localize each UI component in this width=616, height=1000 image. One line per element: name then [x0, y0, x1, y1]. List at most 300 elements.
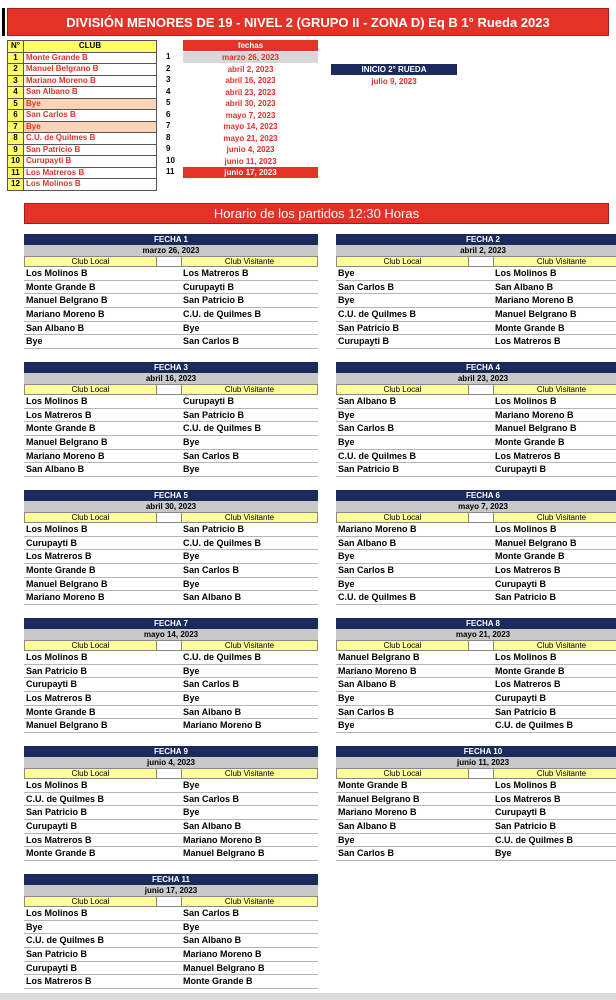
- local-team: C.U. de Quilmes B: [338, 592, 417, 603]
- match-row: [24, 281, 318, 295]
- local-team: Manuel Belgrano B: [338, 793, 420, 804]
- local-team: San Patricio B: [338, 464, 400, 475]
- match-row: [24, 793, 318, 807]
- visiting-team: Bye: [183, 551, 200, 562]
- match-row: [24, 779, 318, 793]
- fecha-block-date: abril 23, 2023: [336, 373, 616, 384]
- local-team: Monte Grande B: [26, 706, 96, 717]
- local-team: Mariano Moreno B: [26, 592, 105, 603]
- fecha-block-title: FECHA 8: [336, 618, 616, 629]
- fecha-block: [24, 874, 318, 989]
- fecha-block-date: mayo 14, 2023: [24, 629, 318, 640]
- match-row: [24, 706, 318, 720]
- club-visitante-header: Club Visitante: [493, 512, 616, 523]
- match-row: [336, 806, 616, 820]
- match-row: [24, 436, 318, 450]
- local-team: San Carlos B: [338, 281, 395, 292]
- fecha-block: [24, 618, 318, 733]
- fecha-block-date: abril 16, 2023: [24, 373, 318, 384]
- local-team: Monte Grande B: [26, 565, 96, 576]
- visiting-team: Monte Grande B: [495, 665, 565, 676]
- match-row: [24, 847, 318, 861]
- visiting-team: Mariano Moreno B: [495, 409, 574, 420]
- match-row: [24, 463, 318, 477]
- club-visitante-header: Club Visitante: [181, 384, 318, 395]
- fecha-block-date: marzo 26, 2023: [24, 245, 318, 256]
- visiting-team: C.U. de Quilmes B: [183, 423, 262, 434]
- local-team: Los Matreros B: [26, 551, 92, 562]
- match-row: [336, 847, 616, 861]
- club-name: C.U. de Quilmes B: [24, 133, 157, 145]
- club-row: [8, 64, 157, 76]
- local-team: C.U. de Quilmes B: [338, 450, 417, 461]
- local-team: Los Molinos B: [26, 524, 88, 534]
- visiting-team: Bye: [183, 665, 200, 676]
- visiting-team: Monte Grande B: [495, 437, 565, 448]
- visiting-team: Bye: [183, 322, 200, 333]
- local-team: Curupayti B: [338, 336, 390, 347]
- club-row: [8, 52, 157, 64]
- fecha-number: 2: [166, 63, 171, 73]
- club-number: 4: [8, 87, 24, 99]
- visiting-team: San Patricio B: [183, 409, 245, 420]
- club-row: [8, 110, 157, 122]
- inicio-segunda-rueda-date: julio 9, 2023: [371, 77, 417, 86]
- fecha-block: [336, 618, 616, 733]
- fecha-number: 3: [166, 75, 171, 84]
- club-local-header: Club Local: [336, 640, 469, 651]
- match-row: [24, 294, 318, 308]
- club-local-header: Club Local: [24, 640, 157, 651]
- match-row: [24, 523, 318, 537]
- visiting-team: San Patricio B: [495, 592, 557, 603]
- match-row: [336, 267, 616, 281]
- fecha-date: junio 11, 2023: [224, 156, 277, 166]
- local-team: Monte Grande B: [26, 848, 96, 859]
- clubs-table: [7, 40, 157, 191]
- visiting-team: Bye: [183, 780, 200, 790]
- fecha-block-date: mayo 21, 2023: [336, 629, 616, 640]
- club-local-header: Club Local: [336, 256, 469, 267]
- fecha-date: mayo 21, 2023: [223, 133, 278, 143]
- club-visitante-header: Club Visitante: [181, 768, 318, 779]
- fecha-block-title: FECHA 9: [24, 746, 318, 757]
- fecha-block-title: FECHA 2: [336, 234, 616, 245]
- local-team: Los Molinos B: [26, 268, 88, 278]
- fechas-header: fechas: [183, 40, 318, 51]
- match-row: [336, 450, 616, 464]
- fecha-date: junio 17, 2023: [183, 167, 318, 178]
- fecha-block-title: FECHA 6: [336, 490, 616, 501]
- match-row: [24, 450, 318, 464]
- local-team: Bye: [338, 437, 355, 448]
- local-team: Bye: [338, 720, 355, 731]
- header-spacer: [157, 512, 181, 523]
- club-name: Los Molinos B: [24, 179, 157, 191]
- local-team: Manuel Belgrano B: [26, 437, 108, 448]
- local-team: San Carlos B: [338, 423, 395, 434]
- fecha-block-header: [336, 640, 616, 651]
- visiting-team: Monte Grande B: [495, 551, 565, 562]
- visiting-team: Bye: [495, 848, 512, 859]
- local-team: C.U. de Quilmes B: [26, 935, 105, 946]
- local-team: Bye: [26, 921, 43, 932]
- match-row: [336, 436, 616, 450]
- fecha-block: [336, 746, 616, 861]
- fecha-block-date: junio 4, 2023: [24, 757, 318, 768]
- club-local-header: Club Local: [336, 512, 469, 523]
- match-row: [336, 564, 616, 578]
- match-row: [24, 651, 318, 665]
- match-row: [336, 578, 616, 592]
- local-team: Manuel Belgrano B: [338, 652, 420, 662]
- fecha-number: 6: [166, 109, 171, 119]
- visiting-team: San Patricio B: [495, 821, 557, 832]
- club-name: Bye: [24, 121, 157, 133]
- club-number: 7: [8, 121, 24, 133]
- visiting-team: Mariano Moreno B: [183, 720, 262, 731]
- visiting-team: Los Molinos B: [495, 780, 557, 790]
- fecha-block-date: junio 11, 2023: [336, 757, 616, 768]
- fecha-block: [24, 234, 318, 349]
- visiting-team: San Carlos B: [183, 908, 240, 918]
- visiting-team: Mariano Moreno B: [495, 295, 574, 306]
- visiting-team: San Albano B: [495, 281, 554, 292]
- local-team: Mariano Moreno B: [26, 309, 105, 320]
- visiting-team: San Albano B: [183, 706, 242, 717]
- match-row: [24, 665, 318, 679]
- club-local-header: Club Local: [24, 384, 157, 395]
- match-row: [336, 322, 616, 336]
- visiting-team: Los Matreros B: [183, 268, 249, 278]
- match-row: [336, 395, 616, 409]
- local-team: Los Molinos B: [26, 652, 88, 662]
- local-team: Bye: [338, 409, 355, 420]
- page-title: DIVISIÓN MENORES DE 19 - NIVEL 2 (GRUPO II - ZONA D) Eq B 1° Rueda 2023: [7, 8, 609, 36]
- local-team: Los Molinos B: [26, 780, 88, 790]
- club-name: San Albano B: [24, 87, 157, 99]
- visiting-team: C.U. de Quilmes B: [183, 652, 262, 662]
- match-row: [24, 578, 318, 592]
- match-row: [336, 591, 616, 605]
- fecha-block-header: [336, 384, 616, 395]
- club-row: [8, 179, 157, 191]
- fecha-block: [336, 490, 616, 605]
- club-visitante-header: Club Visitante: [493, 640, 616, 651]
- club-name: Manuel Belgrano B: [24, 64, 157, 76]
- local-team: San Patricio B: [26, 949, 88, 960]
- club-name: Los Matreros B: [24, 167, 157, 179]
- fecha-number: 5: [166, 98, 171, 107]
- clubs-number-header: N°: [8, 41, 24, 53]
- local-team: Mariano Moreno B: [26, 450, 105, 461]
- local-team: C.U. de Quilmes B: [26, 793, 105, 804]
- fecha-block: [24, 362, 318, 477]
- local-team: Curupayti B: [26, 679, 78, 690]
- club-row: [8, 156, 157, 168]
- fecha-date: abril 30, 2023: [225, 99, 276, 108]
- match-row: [336, 550, 616, 564]
- match-row: [24, 422, 318, 436]
- horario-banner: Horario de los partidos 12:30 Horas: [24, 203, 609, 224]
- visiting-team: San Albano B: [183, 821, 242, 832]
- fecha-block-header: [24, 384, 318, 395]
- local-team: Bye: [26, 336, 43, 347]
- visiting-team: San Carlos B: [183, 793, 240, 804]
- visiting-team: Los Matreros B: [495, 336, 561, 347]
- club-visitante-header: Club Visitante: [493, 768, 616, 779]
- local-team: San Carlos B: [338, 848, 395, 859]
- club-row: [8, 133, 157, 145]
- fecha-number: 11: [166, 167, 175, 176]
- local-team: San Albano B: [26, 322, 85, 333]
- local-team: Los Matreros B: [26, 693, 92, 704]
- fecha-block-title: FECHA 3: [24, 362, 318, 373]
- local-team: Los Matreros B: [26, 834, 92, 845]
- club-name: Monte Grande B: [24, 52, 157, 64]
- club-row: [8, 167, 157, 179]
- visiting-team: Bye: [183, 578, 200, 589]
- local-team: San Albano B: [338, 679, 397, 690]
- visiting-team: San Carlos B: [183, 565, 240, 576]
- club-visitante-header: Club Visitante: [493, 256, 616, 267]
- visiting-team: Curupayti B: [495, 578, 547, 589]
- visiting-team: Manuel Belgrano B: [183, 962, 265, 973]
- local-team: Mariano Moreno B: [338, 807, 417, 818]
- match-row: [24, 591, 318, 605]
- local-team: Los Matreros B: [26, 409, 92, 420]
- visiting-team: Bye: [183, 693, 200, 704]
- local-team: Los Matreros B: [26, 976, 92, 987]
- local-team: Bye: [338, 578, 355, 589]
- visiting-team: Curupayti B: [495, 807, 547, 818]
- fecha-date: mayo 7, 2023: [225, 110, 276, 120]
- local-team: Mariano Moreno B: [338, 524, 417, 534]
- visiting-team: Manuel Belgrano B: [183, 848, 265, 859]
- club-local-header: Club Local: [336, 768, 469, 779]
- club-number: 12: [8, 179, 24, 191]
- fecha-number: 10: [166, 155, 175, 165]
- local-team: Bye: [338, 295, 355, 306]
- local-team: C.U. de Quilmes B: [338, 309, 417, 320]
- match-row: [336, 281, 616, 295]
- fecha-number: 4: [166, 86, 171, 96]
- visiting-team: Los Matreros B: [495, 793, 561, 804]
- visiting-team: Los Matreros B: [495, 679, 561, 690]
- match-row: [336, 678, 616, 692]
- match-row: [24, 834, 318, 848]
- visiting-team: Los Matreros B: [495, 450, 561, 461]
- club-local-header: Club Local: [336, 384, 469, 395]
- fecha-date: abril 16, 2023: [225, 76, 276, 85]
- fecha-block-header: [24, 256, 318, 267]
- visiting-team: San Albano B: [183, 935, 242, 946]
- local-team: Monte Grande B: [26, 281, 96, 292]
- club-name: San Carlos B: [24, 110, 157, 122]
- club-row: [8, 87, 157, 99]
- fecha-block-header: [336, 768, 616, 779]
- visiting-team: San Albano B: [183, 592, 242, 603]
- local-team: Monte Grande B: [26, 423, 96, 434]
- club-number: 11: [8, 167, 24, 179]
- match-row: [24, 395, 318, 409]
- match-row: [336, 537, 616, 551]
- local-team: Los Molinos B: [26, 908, 88, 918]
- match-row: [24, 962, 318, 976]
- visiting-team: Manuel Belgrano B: [495, 309, 577, 320]
- fecha-block-title: FECHA 5: [24, 490, 318, 501]
- match-row: [24, 921, 318, 935]
- local-team: San Patricio B: [338, 322, 400, 333]
- local-team: Curupayti B: [26, 962, 78, 973]
- header-spacer: [469, 512, 493, 523]
- fecha-block-header: [24, 640, 318, 651]
- local-team: San Carlos B: [338, 565, 395, 576]
- club-row: [8, 121, 157, 133]
- fecha-date: marzo 26, 2023: [183, 52, 318, 63]
- local-team: Bye: [338, 551, 355, 562]
- visiting-team: Manuel Belgrano B: [495, 537, 577, 548]
- match-row: [24, 975, 318, 989]
- club-row: [8, 98, 157, 110]
- match-row: [24, 537, 318, 551]
- club-visitante-header: Club Visitante: [181, 640, 318, 651]
- visiting-team: Curupayti B: [183, 396, 235, 406]
- visiting-team: Los Molinos B: [495, 396, 557, 406]
- fecha-block-header: [336, 512, 616, 523]
- match-row: [24, 806, 318, 820]
- visiting-team: San Patricio B: [183, 295, 245, 306]
- club-number: 3: [8, 75, 24, 87]
- header-spacer: [469, 384, 493, 395]
- match-row: [24, 907, 318, 921]
- match-row: [336, 523, 616, 537]
- match-row: [24, 820, 318, 834]
- header-spacer: [157, 896, 181, 907]
- club-number: 2: [8, 64, 24, 76]
- club-row: [8, 75, 157, 87]
- visiting-team: Curupayti B: [495, 693, 547, 704]
- visiting-team: Curupayti B: [183, 281, 235, 292]
- fecha-block-title: FECHA 7: [24, 618, 318, 629]
- match-row: [24, 719, 318, 733]
- visiting-team: Manuel Belgrano B: [495, 423, 577, 434]
- club-local-header: Club Local: [24, 512, 157, 523]
- visiting-team: Los Molinos B: [495, 524, 557, 534]
- visiting-team: San Carlos B: [183, 336, 240, 347]
- visiting-team: Monte Grande B: [495, 322, 565, 333]
- visiting-team: C.U. de Quilmes B: [495, 720, 574, 731]
- match-row: [24, 308, 318, 322]
- match-row: [24, 550, 318, 564]
- match-row: [24, 564, 318, 578]
- match-row: [24, 934, 318, 948]
- visiting-team: Mariano Moreno B: [183, 949, 262, 960]
- club-name: Mariano Moreno B: [24, 75, 157, 87]
- local-team: San Albano B: [338, 537, 397, 548]
- header-spacer: [469, 640, 493, 651]
- club-number: 6: [8, 110, 24, 122]
- fecha-date: junio 4, 2023: [226, 145, 275, 154]
- match-row: [336, 706, 616, 720]
- visiting-team: Mariano Moreno B: [183, 834, 262, 845]
- club-visitante-header: Club Visitante: [493, 384, 616, 395]
- local-team: Bye: [338, 834, 355, 845]
- match-row: [336, 779, 616, 793]
- match-row: [24, 322, 318, 336]
- visiting-team: San Carlos B: [183, 450, 240, 461]
- visiting-team: Los Molinos B: [495, 652, 557, 662]
- fecha-block-header: [336, 256, 616, 267]
- match-row: [336, 692, 616, 706]
- match-row: [336, 409, 616, 423]
- visiting-team: San Carlos B: [183, 679, 240, 690]
- visiting-team: Bye: [183, 921, 200, 932]
- local-team: Manuel Belgrano B: [26, 720, 108, 731]
- club-name: San Patricio B: [24, 144, 157, 156]
- fecha-block-header: [24, 768, 318, 779]
- local-team: San Albano B: [26, 464, 85, 475]
- club-number: 10: [8, 156, 24, 168]
- fecha-block-header: [24, 512, 318, 523]
- club-local-header: Club Local: [24, 768, 157, 779]
- match-row: [336, 834, 616, 848]
- match-row: [336, 651, 616, 665]
- club-local-header: Club Local: [24, 896, 157, 907]
- visiting-team: C.U. de Quilmes B: [495, 834, 574, 845]
- visiting-team: Bye: [183, 807, 200, 818]
- match-row: [336, 422, 616, 436]
- local-team: Monte Grande B: [338, 780, 408, 790]
- local-team: Bye: [338, 268, 355, 278]
- local-team: Bye: [338, 693, 355, 704]
- fecha-date: mayo 14, 2023: [223, 122, 278, 131]
- match-row: [336, 820, 616, 834]
- fecha-block-date: abril 30, 2023: [24, 501, 318, 512]
- club-number: 8: [8, 133, 24, 145]
- match-row: [336, 793, 616, 807]
- local-team: Manuel Belgrano B: [26, 578, 108, 589]
- fecha-block: [336, 234, 616, 349]
- fecha-block: [336, 362, 616, 477]
- match-row: [24, 678, 318, 692]
- fecha-block-title: FECHA 11: [24, 874, 318, 885]
- header-spacer: [157, 384, 181, 395]
- header-spacer: [469, 768, 493, 779]
- club-row: [8, 144, 157, 156]
- club-name: Bye: [24, 98, 157, 110]
- fecha-block-date: abril 2, 2023: [336, 245, 616, 256]
- local-team: San Albano B: [338, 396, 397, 406]
- club-number: 1: [8, 52, 24, 64]
- local-team: San Patricio B: [26, 807, 88, 818]
- local-team: Curupayti B: [26, 821, 78, 832]
- fecha-block-title: FECHA 4: [336, 362, 616, 373]
- match-row: [24, 409, 318, 423]
- inicio-segunda-rueda-label: INICIO 2° RUEDA: [331, 64, 457, 75]
- fecha-block: [24, 746, 318, 861]
- local-team: San Carlos B: [338, 706, 395, 717]
- club-visitante-header: Club Visitante: [181, 896, 318, 907]
- visiting-team: C.U. de Quilmes B: [183, 309, 262, 320]
- fecha-number: 1: [166, 52, 171, 61]
- club-number: 9: [8, 144, 24, 156]
- local-team: Los Molinos B: [26, 396, 88, 406]
- fecha-date: abril 23, 2023: [225, 87, 276, 97]
- title-left-edge: [2, 8, 5, 36]
- local-team: Mariano Moreno B: [338, 665, 417, 676]
- match-row: [24, 267, 318, 281]
